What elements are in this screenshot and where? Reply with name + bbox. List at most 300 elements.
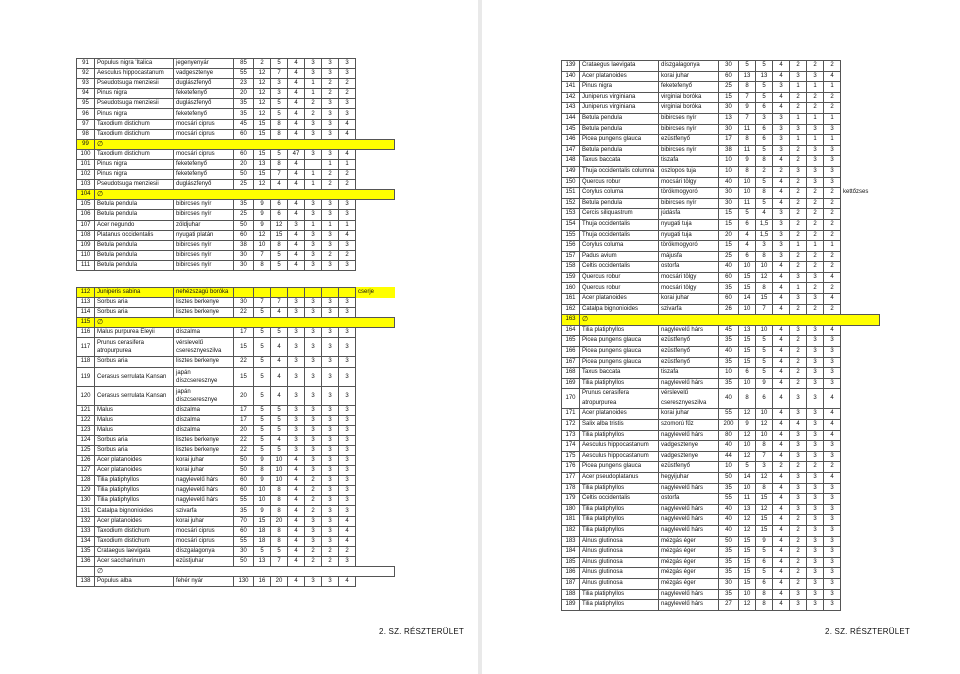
value-cell: 25	[234, 210, 254, 220]
value-cell: 17	[234, 328, 254, 338]
value-cell: 60	[234, 476, 254, 486]
value-cell: 8	[756, 156, 773, 167]
species-latin: Malus	[95, 405, 174, 415]
value-cell: 3	[824, 336, 841, 347]
species-hungarian: szomorú fűz	[659, 420, 719, 431]
value-cell: 10	[739, 262, 756, 273]
value-cell: 15	[719, 92, 739, 103]
tree-row	[77, 180, 395, 190]
value-cell: 4	[288, 99, 305, 109]
species-latin: Betula pendula	[95, 210, 174, 220]
note-cell	[356, 180, 395, 190]
value-cell: 4	[773, 547, 790, 558]
species-latin: Thuja occidentalis columna	[580, 166, 659, 177]
value-cell: 4	[773, 103, 790, 114]
tree-id: 181	[562, 515, 580, 526]
species-latin: Acer platanoides	[580, 294, 659, 305]
tree-id: 141	[562, 82, 580, 93]
value-cell: 5	[254, 546, 271, 556]
value-cell: 3	[756, 113, 773, 124]
value-cell: 8	[756, 188, 773, 199]
spacer-cell	[254, 270, 271, 287]
note-cell	[356, 386, 395, 405]
value-cell: 2	[807, 230, 824, 241]
species-hungarian: díszgalagonya	[174, 546, 234, 556]
value-cell: 5	[271, 546, 288, 556]
value-cell: 3	[305, 260, 322, 270]
species-hungarian: japán díszcseresznye	[174, 386, 234, 405]
value-cell: 3	[339, 435, 356, 445]
tree-row	[562, 82, 880, 93]
species-hungarian: zöldjuhar	[174, 220, 234, 230]
value-cell: 10	[271, 456, 288, 466]
value-cell: 17	[719, 135, 739, 146]
value-cell: 5	[271, 250, 288, 260]
value-cell: 12	[254, 109, 271, 119]
value-cell: 3	[322, 496, 339, 506]
species-latin: Taxodium distichum	[95, 149, 174, 159]
value-cell: 8	[271, 496, 288, 506]
note-cell	[356, 577, 395, 587]
value-cell: 20	[234, 425, 254, 435]
tree-id: 133	[77, 526, 95, 536]
tree-row	[77, 476, 395, 486]
tree-id: 112	[77, 287, 95, 297]
tree-row	[562, 462, 880, 473]
species-hungarian: lisztes berkenye	[174, 357, 234, 367]
value-cell: 10	[756, 325, 773, 336]
value-cell: 12	[254, 180, 271, 190]
species-latin: Sorbus aria	[95, 298, 174, 308]
value-cell: 14	[739, 472, 756, 483]
species-hungarian: jegenyenyár	[174, 59, 234, 69]
value-cell: 2	[790, 251, 807, 262]
value-cell: 3	[807, 368, 824, 379]
species-latin: Acer platanoides	[95, 516, 174, 526]
value-cell: 3	[790, 451, 807, 462]
value-cell: 5	[756, 92, 773, 103]
value-cell: 2	[807, 61, 824, 72]
note-cell	[841, 504, 880, 515]
tree-id: 117	[77, 338, 95, 357]
tree-row	[562, 536, 880, 547]
tree-row	[77, 556, 395, 566]
value-cell: 30	[719, 61, 739, 72]
value-cell: 8	[254, 260, 271, 270]
value-cell: 2	[790, 357, 807, 368]
value-cell: 4	[288, 486, 305, 496]
species-hungarian: ostorfa	[659, 262, 719, 273]
value-cell: 3	[305, 456, 322, 466]
tree-row	[562, 188, 880, 199]
species-hungarian: bibircses nyír	[174, 210, 234, 220]
value-cell: 10	[739, 589, 756, 600]
note-cell	[356, 328, 395, 338]
value-cell: 4	[288, 516, 305, 526]
tree-id: 165	[562, 336, 580, 347]
value-cell: 3	[824, 589, 841, 600]
value-cell: 4	[824, 409, 841, 420]
species-hungarian: feketefenyő	[174, 170, 234, 180]
species-hungarian: díszalma	[174, 415, 234, 425]
tree-row	[562, 557, 880, 568]
tree-id: 174	[562, 441, 580, 452]
value-cell: 30	[234, 298, 254, 308]
value-cell: 2	[339, 250, 356, 260]
value-cell: 2	[305, 506, 322, 516]
value-cell: 4	[271, 180, 288, 190]
species-latin: Betula pendula	[95, 250, 174, 260]
species-latin: Alnus glutinosa	[580, 547, 659, 558]
value-cell: 2	[305, 496, 322, 506]
value-cell: 3	[288, 328, 305, 338]
note-cell	[356, 486, 395, 496]
species-hungarian: duglászfenyő	[174, 180, 234, 190]
value-cell: 4	[288, 240, 305, 250]
removed-tree-row	[77, 190, 395, 200]
value-cell: 3	[339, 405, 356, 415]
spacer-cell	[305, 270, 322, 287]
species-latin: Betula pendula	[580, 113, 659, 124]
tree-row	[77, 250, 395, 260]
tree-row	[77, 386, 395, 405]
value-cell: 3	[305, 69, 322, 79]
value-cell: 3	[339, 425, 356, 435]
tree-id: 175	[562, 451, 580, 462]
tree-id: 94	[77, 89, 95, 99]
tree-row	[77, 357, 395, 367]
species-latin: Betula pendula	[95, 200, 174, 210]
value-cell: 3	[824, 124, 841, 135]
value-cell: 6	[739, 251, 756, 262]
value-cell: 5	[254, 425, 271, 435]
species-latin: Populus alba	[95, 577, 174, 587]
note-cell	[841, 61, 880, 72]
tree-row	[562, 589, 880, 600]
tree-id: 162	[562, 304, 580, 315]
value-cell: 15	[719, 219, 739, 230]
tree-id: 143	[562, 103, 580, 114]
value-cell: 4	[824, 272, 841, 283]
value-cell: 3	[305, 386, 322, 405]
species-hungarian: tiszafa	[659, 368, 719, 379]
species-latin: Tilia platiphyllos	[580, 430, 659, 441]
value-cell: 3	[807, 483, 824, 494]
value-cell: 3	[824, 166, 841, 177]
value-cell: 6	[756, 103, 773, 114]
value-cell: 8	[271, 129, 288, 139]
note-cell	[841, 515, 880, 526]
tree-row	[77, 210, 395, 220]
species-latin: Acer platanoides	[95, 456, 174, 466]
value-cell: 3	[322, 240, 339, 250]
value-cell: 4	[773, 61, 790, 72]
value-cell: 13	[739, 325, 756, 336]
species-latin: Acer negundo	[95, 220, 174, 230]
tree-row	[77, 170, 395, 180]
value-cell: 5	[271, 260, 288, 270]
value-cell: 4	[288, 496, 305, 506]
value-cell: 3	[773, 241, 790, 252]
value-cell: 15	[234, 338, 254, 357]
tree-id: 103	[77, 180, 95, 190]
note-cell	[356, 250, 395, 260]
value-cell: 4	[824, 430, 841, 441]
value-cell: 2	[807, 251, 824, 262]
value-cell: 1	[807, 241, 824, 252]
species-latin: Acer saccharinum	[95, 556, 174, 566]
value-cell: 20	[234, 89, 254, 99]
value-cell: 3	[807, 325, 824, 336]
tree-row	[77, 435, 395, 445]
tree-id: 152	[562, 198, 580, 209]
tree-row	[562, 357, 880, 368]
value-cell: 35	[234, 109, 254, 119]
value-cell: 20	[719, 230, 739, 241]
value-cell: 5	[254, 415, 271, 425]
species-hungarian: mocsári ciprus	[174, 119, 234, 129]
page-left	[0, 0, 478, 674]
species-hungarian: nehézszagú boróka	[174, 287, 234, 297]
note-cell	[841, 525, 880, 536]
value-cell: 5	[271, 405, 288, 415]
tree-id: 169	[562, 378, 580, 389]
tree-id: 166	[562, 347, 580, 358]
tree-row	[562, 525, 880, 536]
species-hungarian: korai juhar	[174, 456, 234, 466]
note-cell	[356, 556, 395, 566]
tree-row	[562, 441, 880, 452]
value-cell: 50	[719, 536, 739, 547]
value-cell: 3	[824, 441, 841, 452]
value-cell: 3	[305, 415, 322, 425]
note-cell	[356, 516, 395, 526]
species-latin: Betula pendula	[580, 124, 659, 135]
tree-id: 171	[562, 409, 580, 420]
tree-id: 118	[77, 357, 95, 367]
value-cell: 2	[824, 251, 841, 262]
species-latin: Tilia platiphyllos	[95, 496, 174, 506]
value-cell: 2	[305, 99, 322, 109]
species-hungarian: mocsári tölgy	[659, 283, 719, 294]
value-cell: 8	[271, 119, 288, 129]
value-cell: 60	[234, 486, 254, 496]
species-latin: Aesculus hippocastanum	[95, 69, 174, 79]
value-cell: 4	[773, 525, 790, 536]
value-cell: 40	[719, 515, 739, 526]
value-cell: 3	[756, 241, 773, 252]
value-cell: 3	[322, 506, 339, 516]
value-cell: 4	[773, 92, 790, 103]
value-cell: 3	[339, 486, 356, 496]
species-latin: Picea pungens glauca	[580, 347, 659, 358]
tree-row	[562, 325, 880, 336]
note-cell	[356, 308, 395, 318]
note-cell	[841, 145, 880, 156]
tree-row	[562, 504, 880, 515]
tree-row	[77, 240, 395, 250]
tree-row	[77, 516, 395, 526]
tree-id: 126	[77, 456, 95, 466]
tree-id: 189	[562, 600, 580, 611]
value-cell: 50	[234, 556, 254, 566]
value-cell: 3	[305, 149, 322, 159]
species-hungarian: bibircses nyír	[174, 240, 234, 250]
value-cell: 2	[790, 368, 807, 379]
species-latin: Juniperus virginiana	[580, 92, 659, 103]
tree-row	[77, 577, 395, 587]
tree-row	[77, 456, 395, 466]
tree-row	[562, 230, 880, 241]
value-cell: 2	[790, 103, 807, 114]
value-cell: 3	[824, 378, 841, 389]
tree-id: 132	[77, 516, 95, 526]
value-cell: 3	[322, 526, 339, 536]
value-cell: 7	[271, 69, 288, 79]
value-cell: 17	[234, 415, 254, 425]
value-cell: 60	[234, 526, 254, 536]
value-cell: 22	[234, 445, 254, 455]
species-latin: Thuja occidentalis	[580, 230, 659, 241]
value-cell: 3	[790, 430, 807, 441]
species-hungarian: korai juhar	[174, 516, 234, 526]
note-cell	[841, 230, 880, 241]
value-cell: 2	[790, 347, 807, 358]
note-cell	[841, 272, 880, 283]
tree-row	[77, 536, 395, 546]
value-cell: 3	[790, 389, 807, 409]
value-cell: 4	[288, 69, 305, 79]
value-cell: 3	[339, 298, 356, 308]
note-cell	[356, 200, 395, 210]
value-cell: 55	[719, 409, 739, 420]
value-cell: 7	[756, 304, 773, 315]
tree-row	[77, 109, 395, 119]
value-cell: 2	[790, 557, 807, 568]
value-cell: 2	[790, 230, 807, 241]
value-cell: 4	[790, 420, 807, 431]
value-cell: 3	[305, 516, 322, 526]
tree-id: 121	[77, 405, 95, 415]
value-cell: 200	[719, 420, 739, 431]
value-cell: 15	[254, 149, 271, 159]
value-cell: 5	[254, 308, 271, 318]
value-cell: 3	[288, 367, 305, 386]
value-cell: 3	[322, 425, 339, 435]
value-cell: 3	[305, 308, 322, 318]
tree-id: 123	[77, 425, 95, 435]
value-cell: 4	[288, 180, 305, 190]
value-cell: 1	[339, 159, 356, 169]
value-cell: 14	[739, 294, 756, 305]
note-cell	[841, 600, 880, 611]
tree-id: 129	[77, 486, 95, 496]
tree-row	[77, 425, 395, 435]
tree-id: 164	[562, 325, 580, 336]
note-cell	[356, 260, 395, 270]
value-cell: 3	[288, 308, 305, 318]
species-latin: Picea pungens glauca	[580, 135, 659, 146]
note-cell	[841, 557, 880, 568]
value-cell: 12	[739, 515, 756, 526]
value-cell: 2	[790, 304, 807, 315]
value-cell: 5	[254, 357, 271, 367]
tree-id: 161	[562, 294, 580, 305]
tree-id: 160	[562, 283, 580, 294]
value-cell: 15	[739, 568, 756, 579]
value-cell: 7	[739, 113, 756, 124]
value-cell: 4	[773, 536, 790, 547]
species-hungarian: nagylevelű hárs	[659, 515, 719, 526]
species-hungarian: vadgesztenye	[174, 69, 234, 79]
value-cell: 40	[719, 177, 739, 188]
note-cell	[356, 456, 395, 466]
species-hungarian: nagylevelű hárs	[174, 486, 234, 496]
species-hungarian: törökmogyoró	[659, 241, 719, 252]
note-cell	[841, 441, 880, 452]
tree-id: 144	[562, 113, 580, 124]
species-latin: Pinus nigra	[95, 170, 174, 180]
value-cell: 4	[773, 409, 790, 420]
value-cell: 1	[305, 180, 322, 190]
value-cell: 60	[719, 71, 739, 82]
value-cell: 2	[756, 166, 773, 177]
value-cell: 10	[254, 240, 271, 250]
value-cell: 15	[739, 336, 756, 347]
species-latin: Taxus baccata	[580, 368, 659, 379]
value-cell: 2	[790, 336, 807, 347]
value-cell: 4	[271, 357, 288, 367]
tree-row	[562, 103, 880, 114]
value-cell: 4	[773, 589, 790, 600]
value-cell: 3	[824, 156, 841, 167]
value-cell: 3	[305, 210, 322, 220]
value-cell: 3	[807, 557, 824, 568]
value-cell: 2	[339, 89, 356, 99]
value-cell: 4	[271, 435, 288, 445]
species-latin: Tilia platiphyllos	[95, 476, 174, 486]
note-cell	[841, 251, 880, 262]
species-hungarian: nagylevelű hárs	[659, 483, 719, 494]
tree-id: 168	[562, 368, 580, 379]
value-cell: 2	[807, 304, 824, 315]
value-cell: 3	[322, 59, 339, 69]
value-cell: 3	[339, 328, 356, 338]
value-cell: 3	[807, 600, 824, 611]
species-latin: Sorbus aria	[95, 445, 174, 455]
value-cell: 2	[322, 556, 339, 566]
tree-rows-left	[77, 59, 395, 587]
species-hungarian: nagylevelű hárs	[659, 504, 719, 515]
value-cell: 4	[773, 283, 790, 294]
species-latin: Prunus cerasifera atropurpurea	[95, 338, 174, 357]
species-hungarian: mézgás éger	[659, 568, 719, 579]
value-cell: 2	[824, 262, 841, 273]
tree-row	[77, 129, 395, 139]
species-hungarian: vérslevelű cseresznyeszilva	[174, 338, 234, 357]
value-cell: 2	[322, 180, 339, 190]
tree-row	[562, 600, 880, 611]
value-cell: 3	[773, 135, 790, 146]
value-cell: 4	[773, 347, 790, 358]
note-cell	[356, 415, 395, 425]
value-cell: 5	[756, 145, 773, 156]
tree-id: 93	[77, 79, 95, 89]
value-cell: 3	[824, 600, 841, 611]
species-latin: Sorbus aria	[95, 435, 174, 445]
species-latin: Alnus glutinosa	[580, 568, 659, 579]
species-latin: Aesculus hippocastanum	[580, 451, 659, 462]
